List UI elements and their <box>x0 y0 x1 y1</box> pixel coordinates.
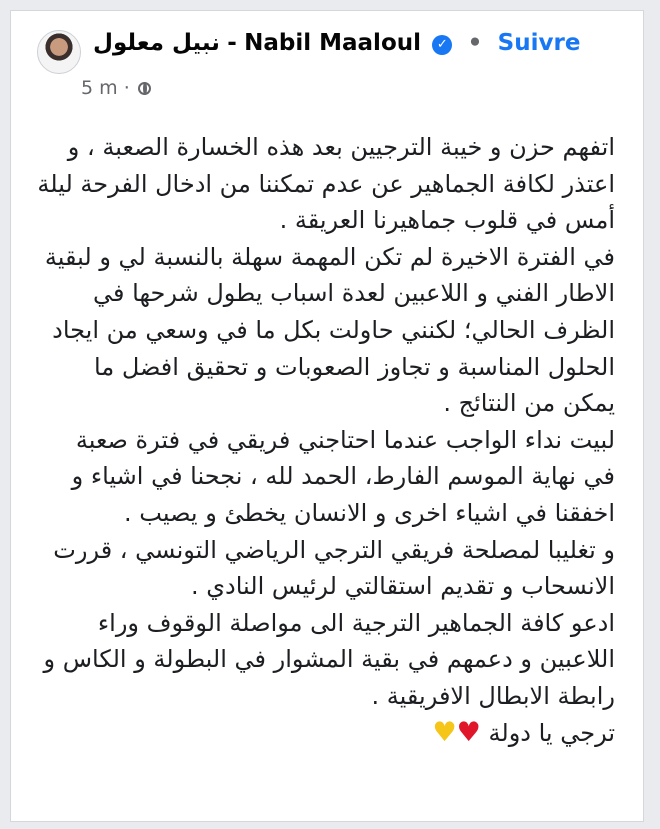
post-meta <box>81 77 151 99</box>
post-line: اللاعبين و دعمهم في بقية المشوار في البطولة و الكاس و <box>43 645 615 674</box>
post-line: في الفترة الاخيرة لم تكن المهمة سهلة بالنسبة لي و لبقية <box>44 242 615 271</box>
post-line: رابطة الابطال الافريقية . <box>371 681 615 710</box>
post-line: لبيت نداء الواجب عندما احتاجني فريقي في فترة صعبة <box>75 425 615 454</box>
post-line: اتفهم حزن و خيبة الترجيين بعد هذه الخسارة الصعبة ، و <box>67 133 615 161</box>
post-line: ادعو كافة الجماهير الترجية الى مواصلة الوقوف وراء <box>97 608 615 637</box>
post-line: في نهاية الموسم الفارط، الحمد لله ، نجحنا في اشياء و <box>71 462 615 491</box>
post-line: الاطار الفني و اللاعبين لعدة اسباب يطول شرحها في <box>93 279 615 308</box>
post-closing-line <box>29 715 615 752</box>
globe-icon[interactable] <box>138 82 151 95</box>
verified-badge-icon: ✓ <box>432 35 452 55</box>
author-name-arabic[interactable]: نبيل معلول <box>93 30 220 56</box>
meta-dot: · <box>123 77 130 99</box>
follow-button[interactable]: Suivre <box>497 30 581 56</box>
header-dot: • <box>467 30 483 56</box>
closing-text: ترجي يا دولة <box>488 718 615 747</box>
name-separator: - <box>227 30 237 56</box>
yellow-heart-icon: ♥ <box>432 716 457 748</box>
post-line: اعتذر لكافة الجماهير عن عدم تمكننا من ادخال الفرحة ليلة <box>37 169 615 198</box>
post-card <box>10 10 644 822</box>
author-avatar[interactable] <box>37 30 81 74</box>
post-line: اخفقنا في اشياء اخرى و الانسان يخطئ و يصيب . <box>124 498 615 527</box>
post-line: الانسحاب و تقديم استقالتي لرئيس النادي . <box>190 572 615 601</box>
post-line: يمكن من النتائج . <box>443 389 615 418</box>
red-heart-icon: ♥ <box>456 716 481 748</box>
post-line: و تغليبا لمصلحة فريقي الترجي الرياضي التونسي ، قررت <box>53 535 615 564</box>
post-line: أمس في قلوب جماهيرنا العريقة . <box>279 206 615 235</box>
post-body <box>29 129 615 751</box>
author-name-row <box>93 27 580 59</box>
post-line: الظرف الحالي؛ لكنني حاولت بكل ما في وسعي من ايجاد <box>52 315 615 344</box>
author-name-latin[interactable]: Nabil Maaloul <box>244 30 422 56</box>
post-line: الحلول المناسبة و تجاوز الصعوبات و تحقيق افضل ما <box>94 352 615 381</box>
post-header <box>37 27 623 75</box>
post-timestamp[interactable]: 5 m <box>81 77 118 99</box>
